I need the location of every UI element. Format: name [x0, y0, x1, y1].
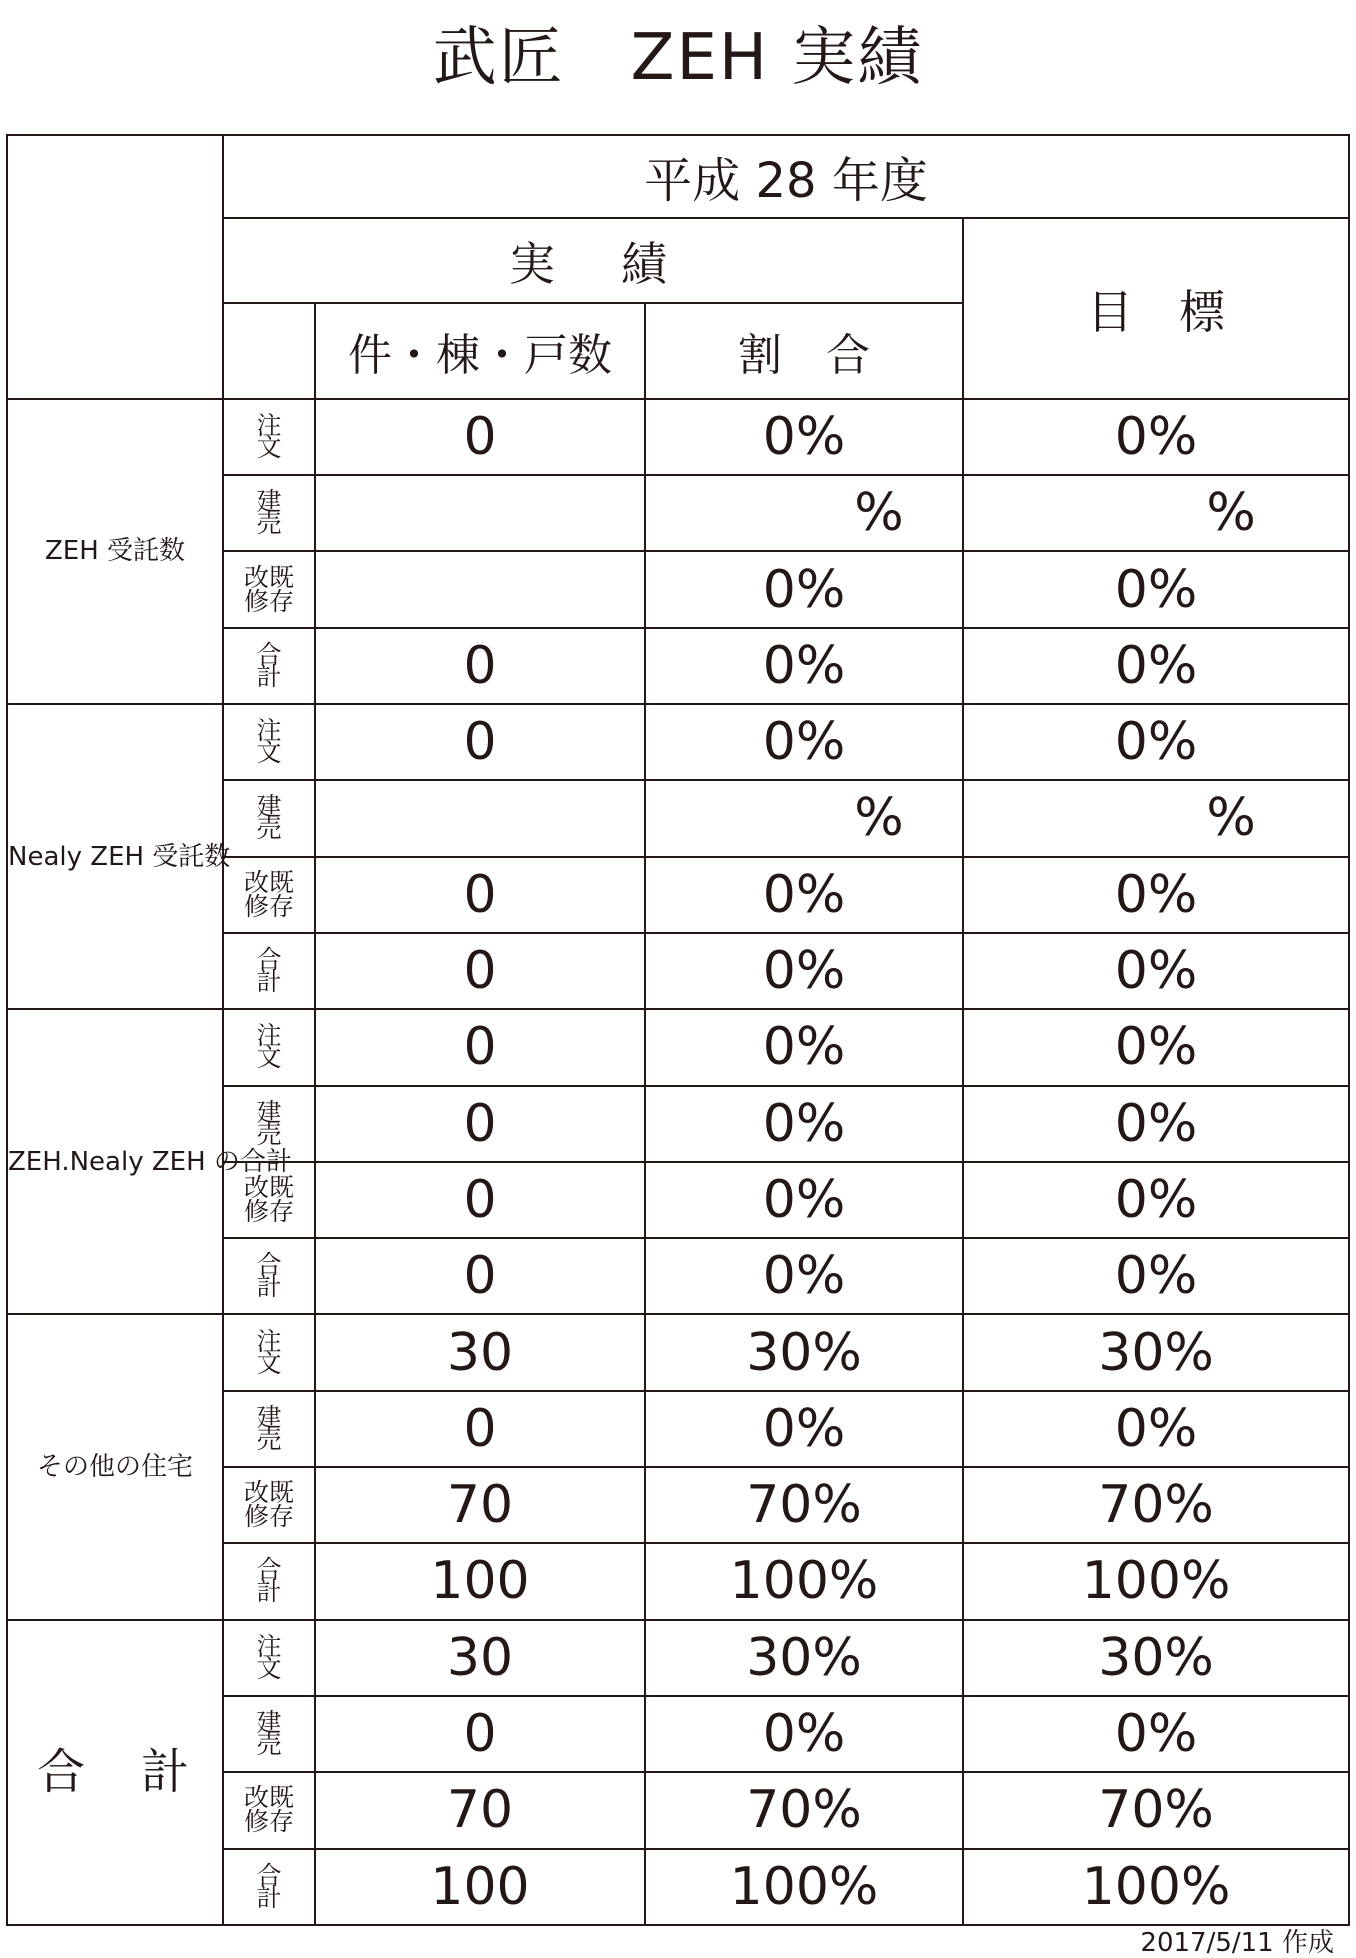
corner-cell	[7, 135, 223, 399]
target-cell: 70%	[963, 1467, 1349, 1543]
table-row	[7, 1620, 1349, 1696]
target-cell: 0%	[963, 1238, 1349, 1314]
group-label: ZEH.Nealy ZEH の合計	[7, 1009, 223, 1314]
row-type-char: 売	[256, 1424, 282, 1454]
row-type-char: 改既	[243, 1478, 294, 1508]
row-type-char: 注	[256, 1021, 282, 1051]
row-type-char: 注	[256, 716, 282, 746]
row-type-char: 売	[256, 814, 282, 844]
target-cell: 0%	[963, 704, 1349, 780]
row-type-char: 修存	[243, 1807, 294, 1837]
count-cell: 30	[315, 1620, 645, 1696]
target-cell: 0%	[963, 857, 1349, 933]
type-header-blank	[223, 303, 315, 398]
row-type-renovation	[223, 857, 315, 933]
created-date: 2017/5/11 作成	[1140, 1928, 1334, 1958]
row-type-char: 文	[256, 433, 282, 462]
row-type-char: 改既	[243, 867, 294, 897]
row-type-char: 修存	[243, 586, 294, 616]
target-cell: 0%	[963, 1391, 1349, 1467]
group-label: その他の住宅	[7, 1314, 223, 1619]
ratio-cell: %	[645, 475, 963, 551]
ratio-cell: 100%	[645, 1849, 963, 1926]
fiscal-year-header: 平成 28 年度	[223, 135, 1349, 218]
row-type-spec-sale	[223, 780, 315, 856]
row-type-char: 改既	[243, 562, 294, 592]
count-cell: 0	[315, 1162, 645, 1238]
row-type-subtotal	[223, 1849, 315, 1926]
target-cell: 0%	[963, 399, 1349, 475]
ratio-cell: 0%	[645, 1391, 963, 1467]
row-type-char: 売	[256, 1730, 282, 1760]
ratio-cell: 0%	[645, 1162, 963, 1238]
row-type-char: 文	[256, 1653, 282, 1683]
row-type-order	[223, 399, 315, 475]
count-cell: 70	[315, 1772, 645, 1848]
row-type-char: 計	[256, 1272, 282, 1302]
table-row	[7, 1009, 1349, 1085]
row-type-char: 計	[256, 1882, 282, 1912]
count-cell	[315, 780, 645, 856]
table-row	[7, 399, 1349, 475]
row-type-char: 建	[256, 1708, 282, 1738]
row-type-char: 建	[256, 792, 282, 822]
page-title: 武匠 ZEH 実績	[432, 21, 924, 95]
count-cell: 0	[315, 1009, 645, 1085]
target-cell: 30%	[963, 1620, 1349, 1696]
row-type-char: 建	[256, 1402, 282, 1432]
results-header: 実 績	[223, 218, 963, 303]
row-type-char: 文	[256, 738, 282, 768]
row-type-renovation	[223, 551, 315, 627]
row-type-char: 合	[256, 1555, 282, 1585]
target-cell: %	[963, 475, 1349, 551]
target-header: 目 標	[963, 218, 1349, 399]
count-cell: 0	[315, 399, 645, 475]
target-cell: 100%	[963, 1543, 1349, 1619]
row-type-order	[223, 704, 315, 780]
row-type-char: 売	[256, 1119, 282, 1149]
zeh-results-table	[6, 134, 1350, 1926]
count-cell: 30	[315, 1314, 645, 1390]
ratio-cell: 30%	[645, 1620, 963, 1696]
row-type-char: 注	[256, 1326, 282, 1356]
count-cell: 0	[315, 1391, 645, 1467]
ratio-cell: 0%	[645, 1696, 963, 1772]
row-type-spec-sale	[223, 1391, 315, 1467]
row-type-char: 計	[256, 1577, 282, 1607]
row-type-order	[223, 1620, 315, 1696]
target-cell: %	[963, 780, 1349, 856]
row-type-char: 注	[256, 411, 282, 440]
row-type-char: 修存	[243, 1196, 294, 1226]
target-cell: 70%	[963, 1772, 1349, 1848]
row-type-order	[223, 1009, 315, 1085]
table-row	[7, 704, 1349, 780]
row-type-char: 合	[256, 1250, 282, 1280]
group-label: 合 計	[7, 1620, 223, 1925]
row-type-subtotal	[223, 628, 315, 704]
count-cell: 0	[315, 1086, 645, 1162]
count-cell: 100	[315, 1849, 645, 1926]
ratio-cell: 0%	[645, 399, 963, 475]
ratio-cell: 0%	[645, 857, 963, 933]
row-type-char: 計	[256, 967, 282, 997]
count-cell: 70	[315, 1467, 645, 1543]
target-cell: 0%	[963, 551, 1349, 627]
target-cell: 0%	[963, 1162, 1349, 1238]
target-cell: 0%	[963, 933, 1349, 1009]
ratio-cell: 0%	[645, 933, 963, 1009]
row-type-order	[223, 1314, 315, 1390]
count-cell	[315, 551, 645, 627]
ratio-cell: 0%	[645, 1009, 963, 1085]
row-type-char: 改既	[243, 1783, 294, 1813]
group-label: ZEH 受託数	[7, 399, 223, 704]
row-type-renovation	[223, 1467, 315, 1543]
row-type-spec-sale	[223, 1696, 315, 1772]
row-type-char: 文	[256, 1348, 282, 1378]
target-cell: 30%	[963, 1314, 1349, 1390]
count-cell: 0	[315, 704, 645, 780]
count-col-header: 件・棟・戸数	[315, 303, 645, 398]
count-cell: 0	[315, 1238, 645, 1314]
group-label: Nealy ZEH 受託数	[7, 704, 223, 1009]
row-type-char: 修存	[243, 1502, 294, 1532]
ratio-cell: 70%	[645, 1467, 963, 1543]
row-type-subtotal	[223, 1238, 315, 1314]
ratio-cell: 100%	[645, 1543, 963, 1619]
row-type-char: 修存	[243, 891, 294, 921]
count-cell: 100	[315, 1543, 645, 1619]
row-type-char: 改既	[243, 1172, 294, 1202]
count-cell	[315, 475, 645, 551]
row-type-char: 合	[256, 945, 282, 975]
row-type-char: 売	[256, 509, 282, 539]
ratio-cell: 0%	[645, 1086, 963, 1162]
target-cell: 0%	[963, 1086, 1349, 1162]
ratio-cell: 0%	[645, 704, 963, 780]
ratio-cell: 30%	[645, 1314, 963, 1390]
row-type-subtotal	[223, 1543, 315, 1619]
row-type-char: 計	[256, 661, 282, 691]
row-type-char: 建	[256, 487, 282, 517]
table-row	[7, 1314, 1349, 1390]
ratio-cell: %	[645, 780, 963, 856]
target-cell: 0%	[963, 1009, 1349, 1085]
row-type-subtotal	[223, 933, 315, 1009]
ratio-cell: 0%	[645, 551, 963, 627]
count-cell: 0	[315, 933, 645, 1009]
ratio-cell: 0%	[645, 628, 963, 704]
count-cell: 0	[315, 857, 645, 933]
row-type-renovation	[223, 1772, 315, 1848]
row-type-char: 文	[256, 1043, 282, 1073]
row-type-char: 合	[256, 639, 282, 669]
count-cell: 0	[315, 1696, 645, 1772]
count-cell: 0	[315, 628, 645, 704]
ratio-cell: 70%	[645, 1772, 963, 1848]
ratio-cell: 0%	[645, 1238, 963, 1314]
row-type-char: 注	[256, 1631, 282, 1661]
target-cell: 0%	[963, 628, 1349, 704]
target-cell: 0%	[963, 1696, 1349, 1772]
target-cell: 100%	[963, 1849, 1349, 1926]
ratio-col-header: 割 合	[645, 303, 963, 398]
row-type-char: 合	[256, 1860, 282, 1890]
row-type-char: 建	[256, 1097, 282, 1127]
row-type-spec-sale	[223, 475, 315, 551]
